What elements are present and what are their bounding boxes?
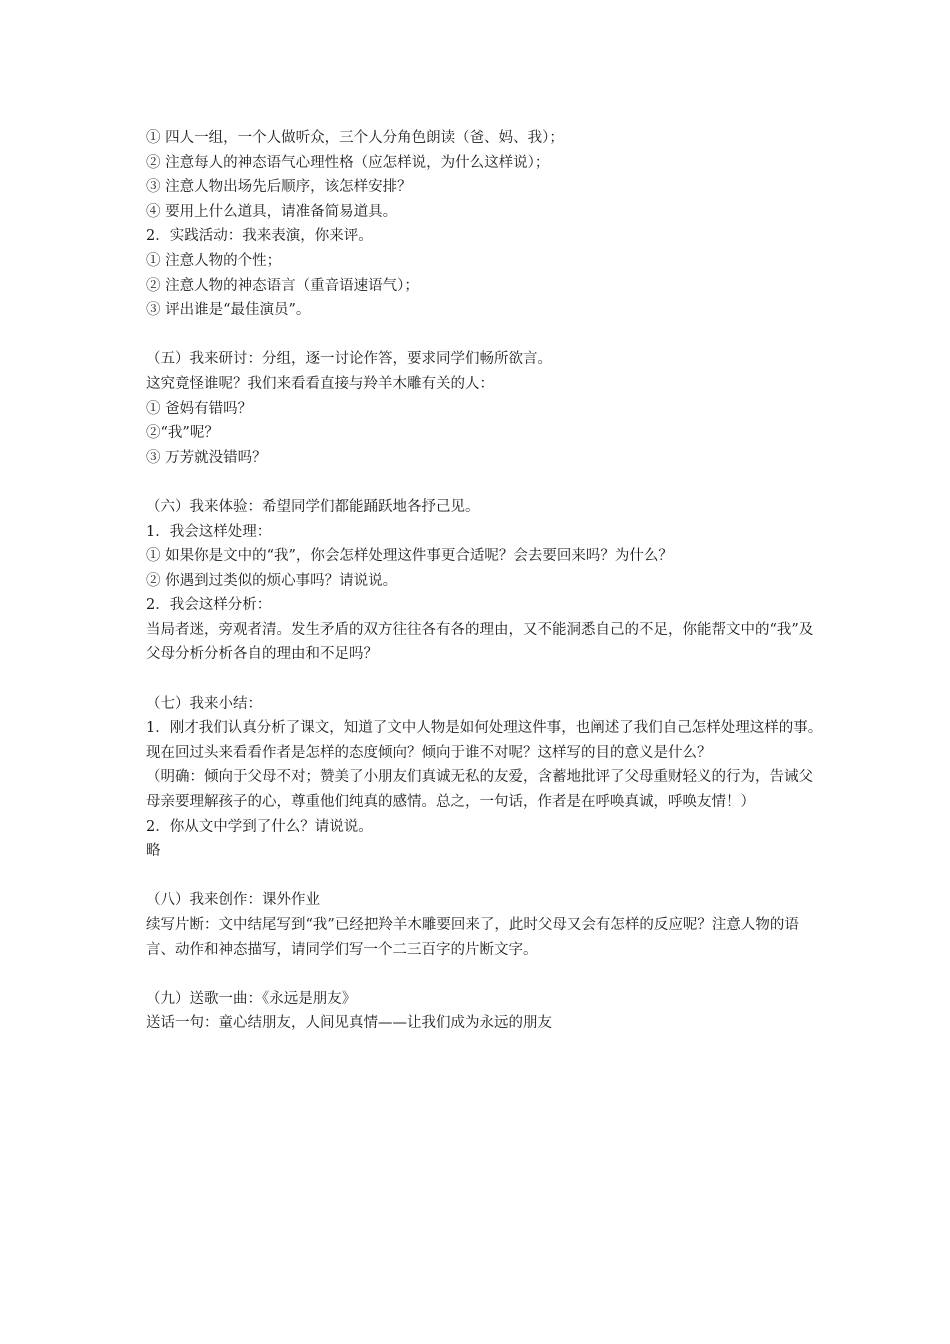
section-heading: （八）我来创作：课外作业: [146, 892, 320, 909]
paragraph-gap: [146, 470, 826, 495]
paragraph-gap: [146, 667, 826, 692]
text-line: 2．你从文中学到了什么？请说说。: [146, 818, 373, 835]
text-line: 这究竟怪谁呢？我们来看看直接与羚羊木雕有关的人：: [146, 375, 494, 392]
text-line: ① 四人一组，一个人做听众，三个人分角色朗读（爸、妈、我）；: [146, 130, 564, 146]
text-line: ① 如果你是文中的“我”，你会怎样处理这件事更合适呢？会去要回来吗？为什么？: [146, 548, 673, 565]
text-paragraph: 续写片断：文中结尾写到“我”已经把羚羊木雕要回来了，此时父母又会有怎样的反应呢？注意人物的语言、动作和神态描写，请同学们写一个二三百字的片断文字。: [146, 917, 799, 958]
text-line: ① 爸妈有错吗？: [146, 400, 253, 417]
paragraph-gap: [146, 864, 826, 889]
text-line: 略: [146, 843, 161, 860]
paragraph-gap: [146, 323, 826, 348]
text-line: ② 注意人物的神态语言（重音语速语气）；: [146, 277, 419, 294]
text-line: 1．我会这样处理：: [146, 523, 272, 540]
text-line: ① 注意人物的个性；: [146, 252, 282, 269]
text-line: ③ 评出谁是“最佳演员”。: [146, 302, 311, 319]
text-paragraph: 当局者迷，旁观者清。发生矛盾的双方往往各有各的理由，又不能洞悉自己的不足，你能帮文中的“我”及父母分析分析各自的理由和不足吗？: [146, 621, 814, 663]
text-line: ② 注意每人的神态语气心理性格（应怎样说，为什么这样说）；: [146, 154, 550, 171]
text-paragraph: （明确：倾向于父母不对；赞美了小朋友们真诚无私的友爱，含蓄地批评了父母重财轻义的行为，告诫父母亲要理解孩子的心，尊重他们纯真的感情。总之，一句话，作者是在呼唤真诚，呼唤友情！）: [146, 769, 813, 811]
text-line: ③ 注意人物出场先后顺序，该怎样安排？: [146, 179, 412, 196]
section-heading: （九）送歌一曲：《永远是朋友》: [146, 990, 357, 1007]
text-line: 2．实践活动：我来表演，你来评。: [146, 228, 373, 245]
text-line: ② 你遇到过类似的烦心事吗？请说说。: [146, 572, 398, 589]
section-heading: （五）我来研讨：分组，逐一讨论作答，要求同学们畅所欲言。: [146, 351, 552, 368]
section-heading: （六）我来体验：希望同学们都能踊跃地各抒己见。: [146, 498, 480, 515]
text-paragraph: 1．刚才我们认真分析了课文，知道了文中人物是如何处理这件事，也阐述了我们自己怎样处理这样的事。现在回过头来看看作者是怎样的态度倾向？倾向于谁不对呢？这样写的目的意义是什么？: [146, 720, 823, 761]
text-line: ④ 要用上什么道具，请准备简易道具。: [146, 203, 398, 220]
paragraph-gap: [146, 962, 826, 987]
text-line: 2．我会这样分析：: [146, 597, 272, 614]
text-line: ②“我”呢？: [146, 425, 219, 442]
text-line: 送话一句：童心结朋友，人间见真情——让我们成为永远的朋友: [146, 1015, 552, 1032]
document-body: [146, 126, 826, 1036]
text-line: ③ 万芳就没错吗？: [146, 449, 267, 466]
section-heading: （七）我来小结：: [146, 695, 262, 712]
